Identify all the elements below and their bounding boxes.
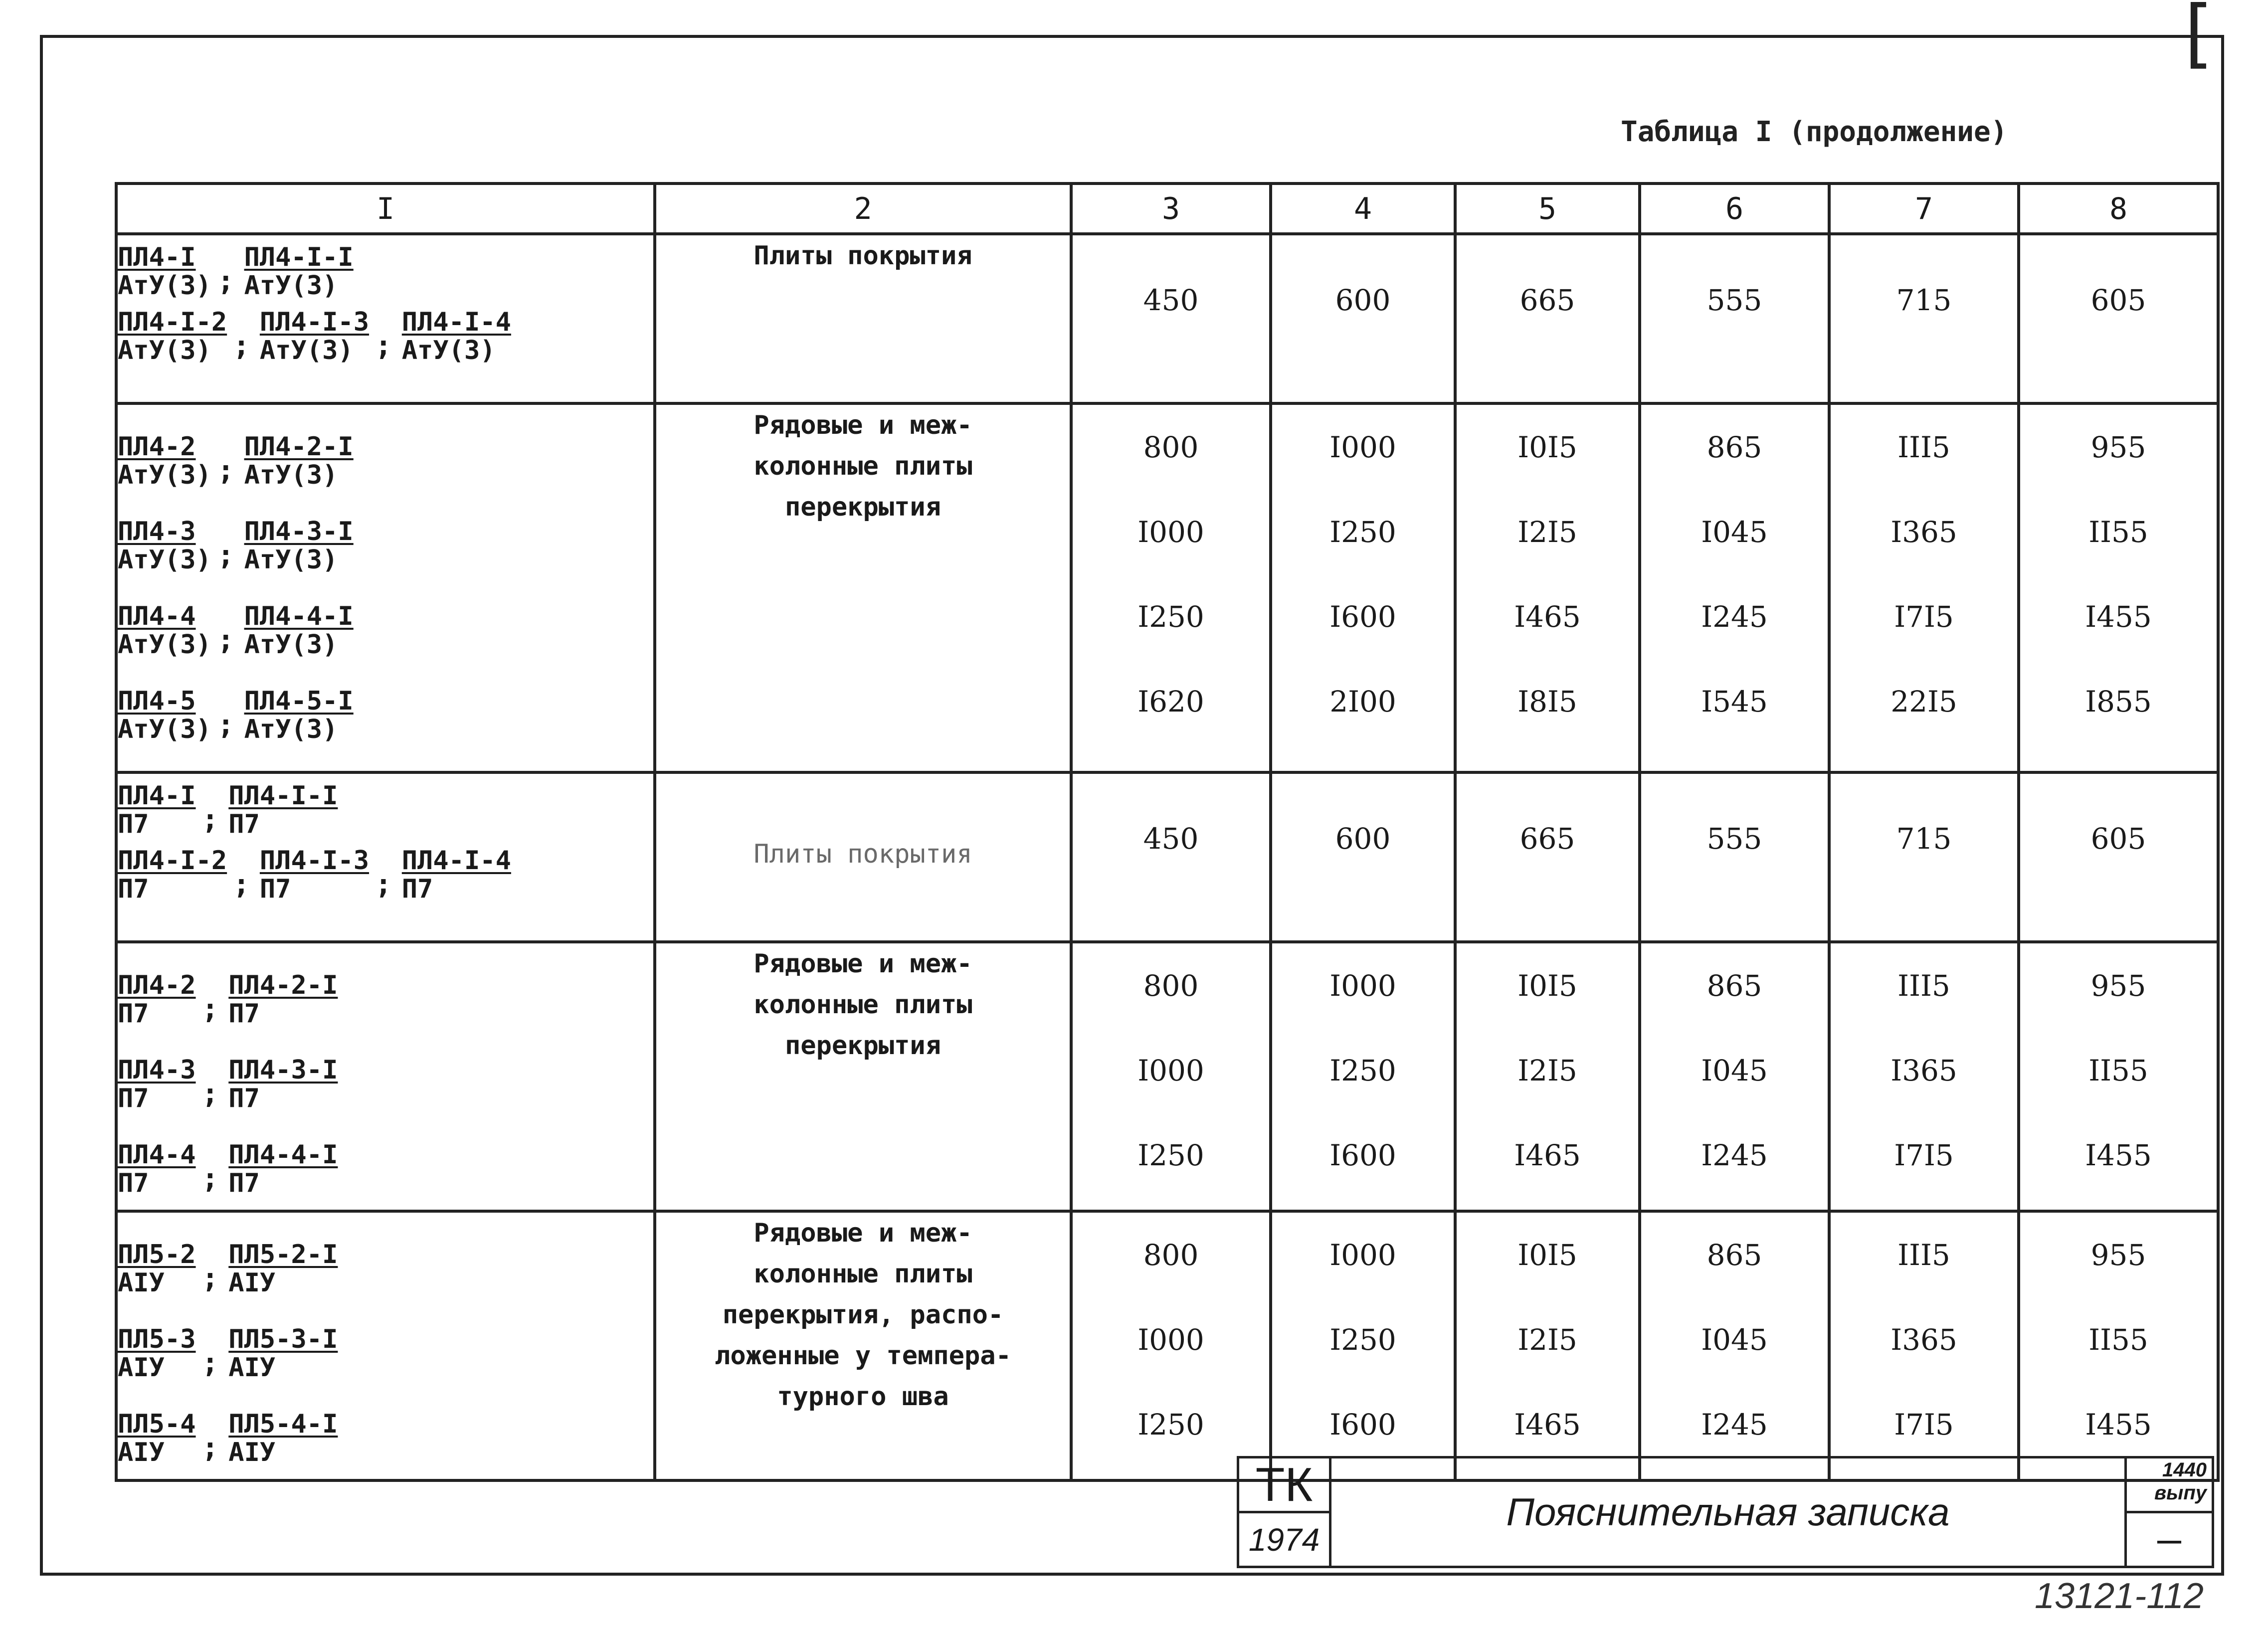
mark-fraction bbox=[260, 308, 369, 365]
value-cell bbox=[1271, 403, 1455, 772]
table-row bbox=[116, 234, 2218, 403]
mark-reinforcement: П7 bbox=[118, 1083, 149, 1113]
value-cell bbox=[1271, 772, 1455, 942]
mark-code: ПЛ5-4 bbox=[118, 1409, 196, 1439]
mark-fraction bbox=[118, 847, 227, 904]
value: 450 bbox=[1143, 822, 1199, 856]
value: I855 bbox=[2085, 685, 2152, 719]
mark-code: ПЛ4-2-I bbox=[228, 970, 338, 1000]
mark-reinforcement: П7 bbox=[228, 1168, 260, 1198]
mark-fraction bbox=[118, 518, 211, 574]
org-code: ТК bbox=[1237, 1456, 1331, 1513]
mark-reinforcement: П7 bbox=[228, 998, 260, 1029]
separator: ; bbox=[375, 330, 392, 362]
mark-fraction bbox=[244, 243, 354, 300]
value-cell bbox=[1640, 942, 1829, 1211]
mark-code: ПЛ4-5-I bbox=[244, 686, 354, 716]
mark-reinforcement: П7 bbox=[118, 998, 149, 1029]
value-cell bbox=[1829, 772, 2019, 942]
mark-line bbox=[118, 405, 653, 490]
value: I000 bbox=[1329, 1238, 1396, 1272]
value: I000 bbox=[1137, 1323, 1204, 1357]
separator: ; bbox=[201, 1078, 219, 1110]
value: 555 bbox=[1706, 283, 1762, 317]
column-header: I bbox=[116, 183, 655, 234]
value-cell bbox=[1071, 1211, 1271, 1480]
value: I7I5 bbox=[1894, 600, 1954, 634]
value: I250 bbox=[1329, 515, 1396, 549]
mark-fraction bbox=[118, 1056, 196, 1113]
table-row bbox=[116, 403, 2218, 772]
separator: ; bbox=[201, 1347, 219, 1379]
value: 605 bbox=[2090, 822, 2146, 856]
mark-fraction bbox=[402, 308, 511, 365]
value-cell bbox=[2019, 1211, 2218, 1480]
value: III5 bbox=[1897, 969, 1950, 1003]
description-cell: Плиты покрытия bbox=[655, 234, 1071, 403]
mark-fraction bbox=[260, 847, 369, 904]
mark-reinforcement: АтУ(3) bbox=[244, 714, 338, 744]
mark-code: ПЛ4-I-I bbox=[244, 242, 354, 272]
mark-fraction bbox=[244, 433, 354, 490]
value: I600 bbox=[1329, 600, 1396, 634]
mark-line bbox=[118, 574, 653, 659]
mark-line bbox=[118, 839, 653, 904]
value: I455 bbox=[2085, 1138, 2152, 1172]
mark-reinforcement: АтУ(3) bbox=[118, 460, 211, 490]
value: I250 bbox=[1137, 1408, 1204, 1442]
mark-code: ПЛ4-3-I bbox=[244, 516, 354, 546]
mark-line bbox=[118, 943, 653, 1028]
value: 600 bbox=[1335, 822, 1391, 856]
value: I365 bbox=[1890, 1323, 1957, 1357]
value-cell bbox=[2019, 942, 2218, 1211]
value-cell bbox=[1071, 234, 1271, 403]
mark-code: ПЛ4-4 bbox=[118, 1139, 196, 1170]
mark-code: ПЛ4-I-3 bbox=[259, 307, 370, 337]
value-cell bbox=[1071, 403, 1271, 772]
separator: ; bbox=[201, 803, 219, 836]
value: I600 bbox=[1329, 1408, 1396, 1442]
corner-mark: [ bbox=[2184, 0, 2214, 77]
value: I365 bbox=[1890, 515, 1957, 549]
mark-code: ПЛ4-I bbox=[118, 780, 196, 811]
value-cell bbox=[1455, 403, 1640, 772]
separator: ; bbox=[217, 265, 234, 297]
mark-reinforcement: АIУ bbox=[228, 1352, 276, 1383]
mark-reinforcement: П7 bbox=[228, 809, 260, 839]
value: 555 bbox=[1706, 822, 1762, 856]
archive-stamp: 13121-112 bbox=[2035, 1576, 2204, 1616]
description-cell: Рядовые и меж- колонные плиты перекрытия bbox=[655, 942, 1071, 1211]
mark-code: ПЛ4-I-3 bbox=[259, 845, 370, 876]
value: II55 bbox=[2088, 515, 2148, 549]
value: 800 bbox=[1143, 1238, 1199, 1272]
value-cell bbox=[1640, 772, 1829, 942]
value-cell bbox=[1829, 1211, 2019, 1480]
value: 800 bbox=[1143, 969, 1199, 1003]
sheet-number: 1440 выпу bbox=[2124, 1456, 2214, 1513]
mark-code: ПЛ4-2 bbox=[118, 970, 196, 1000]
mark-reinforcement: АIУ bbox=[118, 1352, 165, 1383]
mark-code: ПЛ4-I-I bbox=[228, 780, 338, 811]
mark-reinforcement: АтУ(3) bbox=[118, 714, 211, 744]
sheet-dash: — bbox=[2124, 1511, 2214, 1568]
value: 450 bbox=[1143, 283, 1199, 317]
mark-code: ПЛ4-4-I bbox=[244, 601, 354, 631]
mark-cell bbox=[116, 1211, 655, 1480]
value-cell bbox=[1455, 234, 1640, 403]
value-cell bbox=[1640, 234, 1829, 403]
mark-line bbox=[118, 490, 653, 574]
separator: ; bbox=[201, 993, 219, 1025]
mark-line bbox=[118, 1382, 653, 1467]
value: I7I5 bbox=[1894, 1408, 1954, 1442]
mark-code: ПЛ4-4 bbox=[118, 601, 196, 631]
mark-code: ПЛ4-2-I bbox=[244, 431, 354, 462]
value: I250 bbox=[1137, 1138, 1204, 1172]
value-cell bbox=[2019, 234, 2218, 403]
mark-fraction bbox=[118, 433, 211, 490]
mark-line bbox=[118, 235, 653, 300]
value: 800 bbox=[1143, 430, 1199, 464]
mark-reinforcement: АтУ(3) bbox=[244, 629, 338, 660]
column-header: 4 bbox=[1271, 183, 1455, 234]
mark-reinforcement: АтУ(3) bbox=[118, 335, 211, 365]
mark-line bbox=[118, 659, 653, 744]
separator: ; bbox=[217, 624, 234, 656]
mark-fraction bbox=[244, 687, 354, 744]
column-header: 8 bbox=[2019, 183, 2218, 234]
mark-code: ПЛ4-I-4 bbox=[401, 307, 511, 337]
value: 955 bbox=[2090, 430, 2146, 464]
mark-cell bbox=[116, 942, 655, 1211]
separator: ; bbox=[233, 330, 250, 362]
mark-fraction bbox=[118, 782, 196, 839]
value: II55 bbox=[2088, 1054, 2148, 1087]
mark-line bbox=[118, 1113, 653, 1198]
mark-code: ПЛ4-5 bbox=[118, 686, 196, 716]
column-header: 5 bbox=[1455, 183, 1640, 234]
value-cell bbox=[2019, 772, 2218, 942]
value: I365 bbox=[1890, 1054, 1957, 1087]
separator: ; bbox=[201, 1162, 219, 1195]
mark-code: ПЛ4-2 bbox=[118, 431, 196, 462]
mark-line bbox=[118, 1028, 653, 1113]
value: I465 bbox=[1514, 600, 1581, 634]
mark-cell bbox=[116, 234, 655, 403]
mark-fraction bbox=[118, 308, 227, 365]
value: 865 bbox=[1706, 1238, 1762, 1272]
value: 865 bbox=[1706, 430, 1762, 464]
mark-code: ПЛ5-2-I bbox=[228, 1239, 338, 1269]
mark-reinforcement: АтУ(3) bbox=[118, 629, 211, 660]
table-caption: Таблица I (продолжение) bbox=[1621, 116, 2008, 148]
mark-code: ПЛ4-4-I bbox=[228, 1139, 338, 1170]
mark-code: ПЛ5-3-I bbox=[228, 1324, 338, 1354]
value: I455 bbox=[2085, 1408, 2152, 1442]
value: 865 bbox=[1706, 969, 1762, 1003]
column-header: 2 bbox=[655, 183, 1071, 234]
mark-reinforcement: АтУ(3) bbox=[118, 270, 211, 301]
value: I245 bbox=[1701, 1138, 1768, 1172]
mark-fraction bbox=[228, 1241, 338, 1297]
mark-code: ПЛ4-3-I bbox=[228, 1055, 338, 1085]
mark-fraction bbox=[228, 1141, 338, 1198]
value: I620 bbox=[1137, 685, 1204, 719]
value: 665 bbox=[1519, 283, 1575, 317]
separator: ; bbox=[201, 1432, 219, 1464]
mark-fraction bbox=[402, 847, 511, 904]
mark-code: ПЛ4-I-4 bbox=[401, 845, 511, 876]
table-row bbox=[116, 942, 2218, 1211]
table-row bbox=[116, 772, 2218, 942]
mark-code: ПЛ5-2 bbox=[118, 1239, 196, 1269]
value-cell bbox=[2019, 403, 2218, 772]
column-header: 7 bbox=[1829, 183, 2019, 234]
separator: ; bbox=[201, 1262, 219, 1294]
value: I465 bbox=[1514, 1408, 1581, 1442]
value-cell bbox=[1640, 1211, 1829, 1480]
value: I600 bbox=[1329, 1138, 1396, 1172]
value-cell bbox=[1071, 772, 1271, 942]
value: I2I5 bbox=[1517, 1054, 1577, 1087]
mark-code: ПЛ4-I-2 bbox=[118, 307, 227, 337]
mark-fraction bbox=[118, 1241, 196, 1297]
mark-code: ПЛ5-3 bbox=[118, 1324, 196, 1354]
mark-reinforcement: АIУ bbox=[228, 1268, 276, 1298]
value: I465 bbox=[1514, 1138, 1581, 1172]
description-cell: Рядовые и меж- колонные плиты перекрытия, распо- ложенные у темпера- турного шва bbox=[655, 1211, 1071, 1480]
separator: ; bbox=[233, 868, 250, 901]
value: I045 bbox=[1701, 1323, 1768, 1357]
value: 715 bbox=[1896, 822, 1952, 856]
value: I7I5 bbox=[1894, 1138, 1954, 1172]
value: I0I5 bbox=[1517, 969, 1577, 1003]
mark-line bbox=[118, 1297, 653, 1382]
mark-fraction bbox=[118, 971, 196, 1028]
mark-fraction bbox=[228, 1325, 338, 1382]
value: I8I5 bbox=[1517, 685, 1577, 719]
value: II55 bbox=[2088, 1323, 2148, 1357]
value: 955 bbox=[2090, 969, 2146, 1003]
mark-reinforcement: АтУ(3) bbox=[244, 270, 338, 301]
value: 715 bbox=[1896, 283, 1952, 317]
value: I0I5 bbox=[1517, 1238, 1577, 1272]
value: I455 bbox=[2085, 600, 2152, 634]
value: 600 bbox=[1335, 283, 1391, 317]
value-cell bbox=[1271, 1211, 1455, 1480]
mark-fraction bbox=[244, 602, 354, 659]
mark-code: ПЛ5-4-I bbox=[228, 1409, 338, 1439]
mark-fraction bbox=[228, 1410, 338, 1467]
mark-line bbox=[118, 774, 653, 839]
separator: ; bbox=[375, 868, 392, 901]
value-cell bbox=[1640, 403, 1829, 772]
value-cell bbox=[1829, 403, 2019, 772]
year: 1974 bbox=[1237, 1511, 1331, 1568]
description-cell: Плиты покрытия bbox=[655, 772, 1071, 942]
value-cell bbox=[1271, 234, 1455, 403]
mark-fraction bbox=[228, 782, 338, 839]
value: I2I5 bbox=[1517, 1323, 1577, 1357]
table-body bbox=[116, 234, 2218, 1480]
mark-code: ПЛ4-3 bbox=[118, 1055, 196, 1085]
mark-reinforcement: П7 bbox=[118, 1168, 149, 1198]
mark-reinforcement: П7 bbox=[118, 874, 149, 904]
mark-code: ПЛ4-3 bbox=[118, 516, 196, 546]
value-cell bbox=[1829, 942, 2019, 1211]
value: III5 bbox=[1897, 430, 1950, 464]
value-cell bbox=[1271, 942, 1455, 1211]
separator: ; bbox=[217, 709, 234, 741]
value: I000 bbox=[1137, 1054, 1204, 1087]
value: I000 bbox=[1329, 430, 1396, 464]
specification-table bbox=[115, 182, 2220, 1482]
value: I2I5 bbox=[1517, 515, 1577, 549]
mark-reinforcement: АтУ(3) bbox=[244, 544, 338, 575]
value-cell bbox=[1829, 234, 2019, 403]
value: 22I5 bbox=[1890, 685, 1957, 719]
mark-reinforcement: П7 bbox=[401, 874, 433, 904]
value: I000 bbox=[1137, 515, 1204, 549]
value: I545 bbox=[1701, 685, 1768, 719]
value: I045 bbox=[1701, 1054, 1768, 1087]
column-header: 3 bbox=[1071, 183, 1271, 234]
value: I250 bbox=[1329, 1323, 1396, 1357]
mark-fraction bbox=[118, 602, 211, 659]
value: 2I00 bbox=[1329, 685, 1396, 719]
title-block bbox=[1237, 1456, 2214, 1571]
mark-reinforcement: АIУ bbox=[228, 1437, 276, 1467]
mark-fraction bbox=[118, 243, 211, 300]
mark-fraction bbox=[118, 1325, 196, 1382]
value: I000 bbox=[1329, 969, 1396, 1003]
document-title: Пояснительная записка bbox=[1329, 1456, 2127, 1568]
value-cell bbox=[1455, 772, 1640, 942]
header-row bbox=[116, 183, 2218, 234]
mark-fraction bbox=[118, 1141, 196, 1198]
mark-reinforcement: П7 bbox=[118, 809, 149, 839]
mark-fraction bbox=[244, 518, 354, 574]
mark-reinforcement: АIУ bbox=[118, 1437, 165, 1467]
mark-cell bbox=[116, 772, 655, 942]
mark-reinforcement: П7 bbox=[259, 874, 291, 904]
mark-reinforcement: П7 bbox=[228, 1083, 260, 1113]
mark-reinforcement: АIУ bbox=[118, 1268, 165, 1298]
mark-fraction bbox=[228, 1056, 338, 1113]
value: 955 bbox=[2090, 1238, 2146, 1272]
mark-code: ПЛ4-I bbox=[118, 242, 196, 272]
mark-line bbox=[118, 1213, 653, 1297]
mark-code: ПЛ4-I-2 bbox=[118, 845, 227, 876]
mark-fraction bbox=[118, 687, 211, 744]
description-cell: Рядовые и меж- колонные плиты перекрытия bbox=[655, 403, 1071, 772]
mark-reinforcement: АтУ(3) bbox=[244, 460, 338, 490]
value: 665 bbox=[1519, 822, 1575, 856]
value: I045 bbox=[1701, 515, 1768, 549]
separator: ; bbox=[217, 454, 234, 487]
value: I0I5 bbox=[1517, 430, 1577, 464]
value-cell bbox=[1455, 942, 1640, 1211]
value: III5 bbox=[1897, 1238, 1950, 1272]
value: 605 bbox=[2090, 283, 2146, 317]
column-header: 6 bbox=[1640, 183, 1829, 234]
value-cell bbox=[1455, 1211, 1640, 1480]
value: I250 bbox=[1329, 1054, 1396, 1087]
value: I245 bbox=[1701, 1408, 1768, 1442]
mark-fraction bbox=[228, 971, 338, 1028]
value: I245 bbox=[1701, 600, 1768, 634]
separator: ; bbox=[217, 539, 234, 571]
mark-line bbox=[118, 300, 653, 365]
mark-cell bbox=[116, 403, 655, 772]
value: I250 bbox=[1137, 600, 1204, 634]
mark-fraction bbox=[118, 1410, 196, 1467]
mark-reinforcement: АтУ(3) bbox=[118, 544, 211, 575]
value-cell bbox=[1071, 942, 1271, 1211]
mark-reinforcement: АтУ(3) bbox=[401, 335, 496, 365]
mark-reinforcement: АтУ(3) bbox=[259, 335, 354, 365]
table-row bbox=[116, 1211, 2218, 1480]
